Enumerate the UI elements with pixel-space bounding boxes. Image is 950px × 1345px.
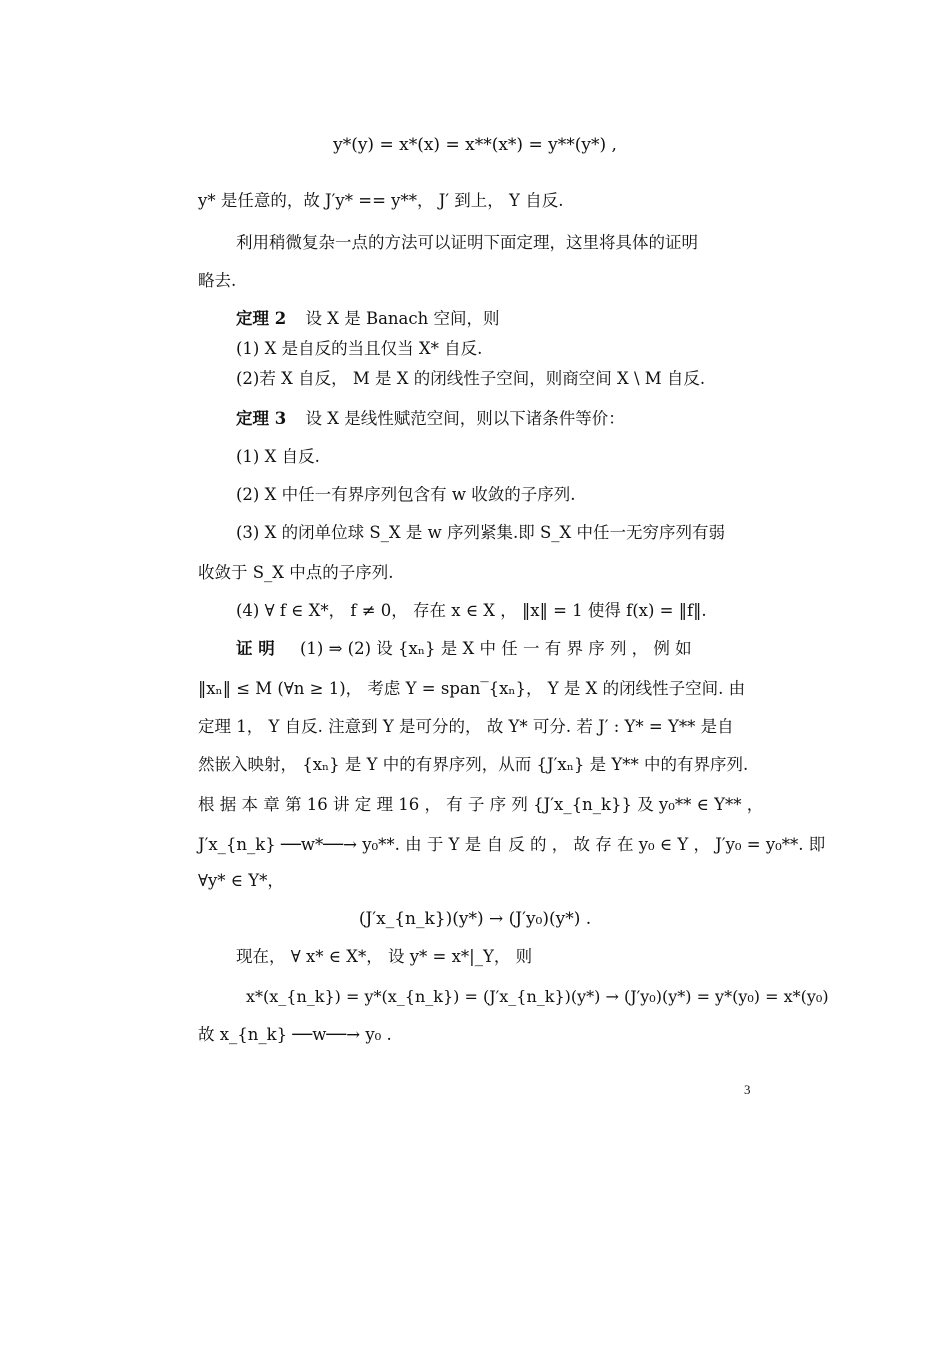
theorem-2-statement: 设 X 是 Banach 空间，则	[305, 309, 500, 328]
proof-line-7: ∀y* ∈ Y*，	[198, 871, 284, 890]
theorem-2-label: 定理 2	[236, 309, 287, 328]
theorem-2-item-2: (2)若 X 自反， M 是 X 的闭线性子空间，则商空间 X \ M 自反.	[236, 369, 706, 388]
theorem-3-condition-4: (4) ∀ f ∈ X*， f ≠ 0， 存在 x ∈ X ， ‖x‖ = 1 使得 f(x) = ‖f‖.	[236, 601, 707, 620]
theorem-3-label: 定理 3	[236, 409, 287, 428]
theorem-3-statement: 设 X 是线性赋范空间，则以下诸条件等价：	[305, 409, 625, 428]
theorem-3-condition-1: (1) X 自反.	[236, 447, 320, 466]
proof-line-9: 故 x_{n_k} ──w──→ y₀ .	[198, 1025, 392, 1044]
theorem-3-condition-2: (2) X 中任一有界序列包含有 w 收敛的子序列.	[236, 485, 576, 504]
theorem-3-heading	[236, 408, 625, 430]
proof-line-8: 现在， ∀ x* ∈ X*， 设 y* = x*|_Y， 则	[236, 947, 533, 966]
equation-1: y*(y) = x*(x) = x**(x*) = y**(y*) ,	[333, 135, 617, 155]
equation-3: x*(x_{n_k}) = y*(x_{n_k}) = (J′x_{n_k})(y*) → (J′y₀)(y*) = y*(y₀) = x*(y₀)	[246, 987, 829, 1006]
paragraph-1: y* 是任意的，故 J′y* == y**， J′ 到上， Y 自反.	[198, 191, 564, 210]
proof-line-1-text: (1) ⇒ (2) 设 {xₙ} 是 X 中 任 一 有 界 序 列 ， 例 如	[300, 639, 692, 658]
equation-2: (J′x_{n_k})(y*) → (J′y₀)(y*) .	[358, 909, 592, 929]
paragraph-2-line-2: 略去.	[198, 271, 237, 290]
theorem-3-condition-3-line-1: (3) X 的闭单位球 S_X 是 w 序列紧集.即 S_X 中任一无穷序列有弱	[236, 523, 726, 542]
proof-line-5: 根 据 本 章 第 16 讲 定 理 16 ， 有 子 序 列 {J′x_{n_k}} 及 y₀** ∈ Y** ，	[198, 795, 764, 814]
proof-line-4: 然嵌入映射， {xₙ} 是 Y 中的有界序列，从而 {J′xₙ} 是 Y** 中的有界序列.	[198, 755, 749, 774]
proof-line-3: 定理 1， Y 自反. 注意到 Y 是可分的， 故 Y* 可分. 若 J′ : Y* = Y** 是自	[198, 717, 734, 736]
theorem-3-condition-3-line-2: 收敛于 S_X 中点的子序列.	[198, 563, 394, 582]
proof-line-6: J′x_{n_k} ──w*──→ y₀**. 由 于 Y 是 自 反 的 ， 故 存 在 y₀ ∈ Y ， J′y₀ = y₀**. 即	[198, 835, 826, 854]
proof-line-1	[236, 638, 692, 660]
paragraph-2-line-1: 利用稍微复杂一点的方法可以证明下面定理，这里将具体的证明	[236, 233, 698, 252]
page-number: 3	[744, 1082, 751, 1097]
proof-label: 证 明	[236, 639, 275, 658]
proof-line-2: ‖xₙ‖ ≤ M (∀n ≥ 1)， 考虑 Y = span‾{xₙ}， Y 是 X 的闭线性子空间. 由	[198, 679, 746, 698]
theorem-2-item-1: (1) X 是自反的当且仅当 X* 自反.	[236, 339, 483, 358]
theorem-2-heading	[236, 308, 500, 330]
